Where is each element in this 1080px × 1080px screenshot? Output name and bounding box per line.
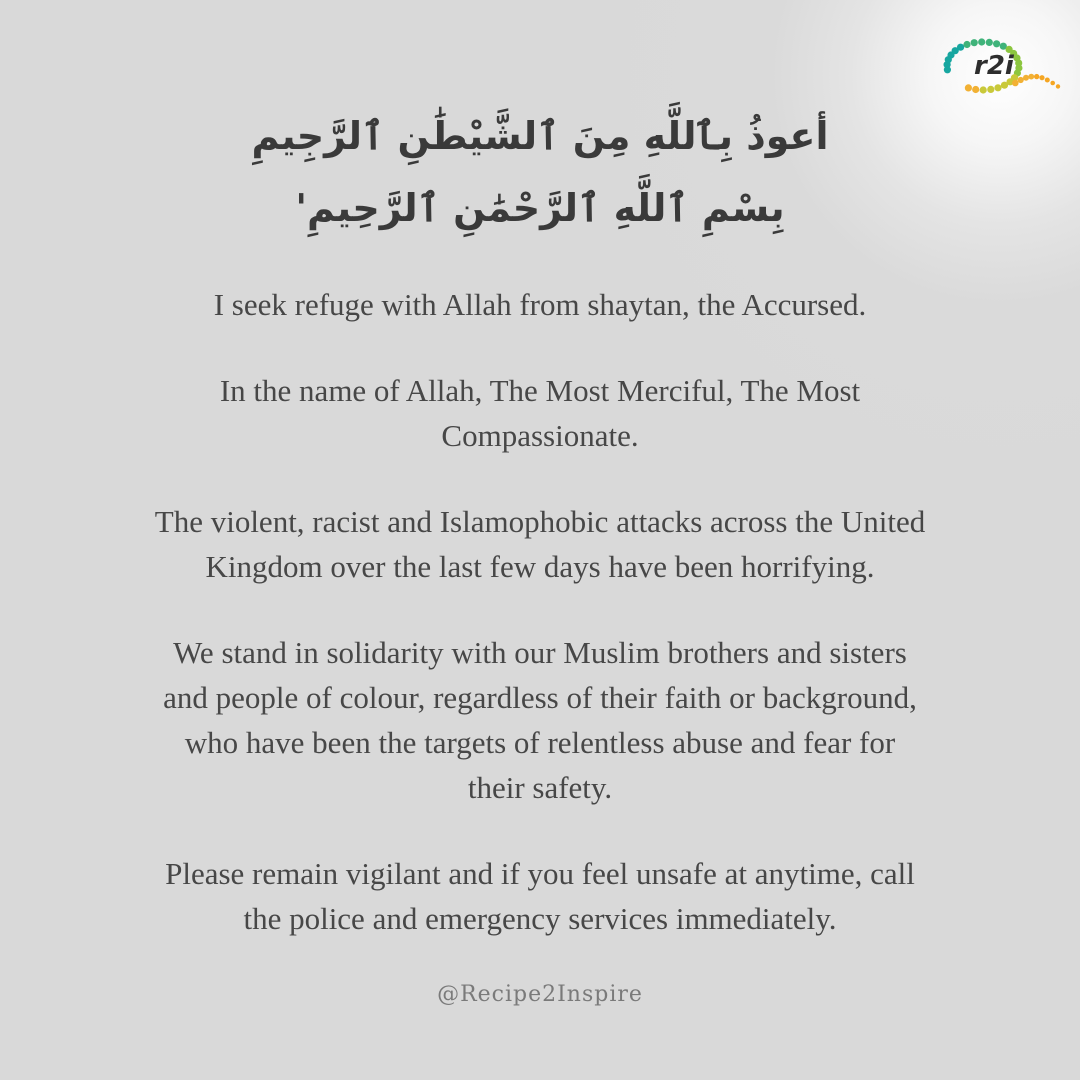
text-line: Compassionate. [441,418,639,453]
text-line: I seek refuge with Allah from shaytan, the Accursed. [213,287,867,322]
text-line: The violent, racist and Islamophobic attacks across the United [154,504,926,539]
paragraph-attacks [90,499,990,589]
text-line: Kingdom over the last few days have been horrifying. [205,549,875,584]
logo-dot [1039,75,1044,80]
logo-dot [987,86,994,93]
logo-dot [1018,77,1024,83]
logo-dot [1045,78,1050,83]
logo-dot [971,39,978,46]
logo-dot [1034,74,1039,79]
logo-dot [1023,75,1029,81]
logo-text: r2i [974,51,1014,81]
social-handle: @Recipe2Inspire [437,982,643,1007]
paragraph-solidarity [90,630,990,810]
logo-dot [1050,81,1055,86]
statement-body [90,282,990,982]
logo-dot [957,44,964,51]
arabic-line-basmala: بِسْمِ ٱللَّهِ ٱلرَّحْمَٰنِ ٱلرَّحِيمِ' [295,186,785,230]
logo-dot [972,86,979,93]
text-line: Please remain vigilant and if you feel unsafe at anytime, call [165,856,915,891]
text-line: We stand in solidarity with our Muslim brothers and sisters [173,635,907,670]
text-line: their safety. [467,770,613,805]
logo-dot [965,84,972,91]
logo-dot [1028,74,1034,80]
logo-dot [963,41,970,48]
paragraph-refuge [90,282,990,327]
arabic-invocation [0,100,1080,244]
paragraph-basmala-translation [90,368,990,458]
r2i-logo [938,36,1068,106]
logo-dot [978,38,985,45]
logo-dot [1056,84,1060,88]
logo-dot [993,40,1000,47]
text-line: In the name of Allah, The Most Merciful, The Most [219,373,861,408]
text-line: the police and emergency services immediately. [243,901,837,936]
text-line: and people of colour, regardless of their faith or background, [163,680,917,715]
logo-dot [986,39,993,46]
logo-dot [1001,82,1008,89]
arabic-line-taawudh: أعوذُ بِٱللَّهِ مِنَ ٱلشَّيْطَٰنِ ٱلرَّجِيمِ [251,114,829,158]
logo-dot [994,84,1001,91]
paragraph-vigilance [90,851,990,941]
text-line: who have been the targets of relentless abuse and fear for [184,725,896,760]
logo-dot [980,86,987,93]
